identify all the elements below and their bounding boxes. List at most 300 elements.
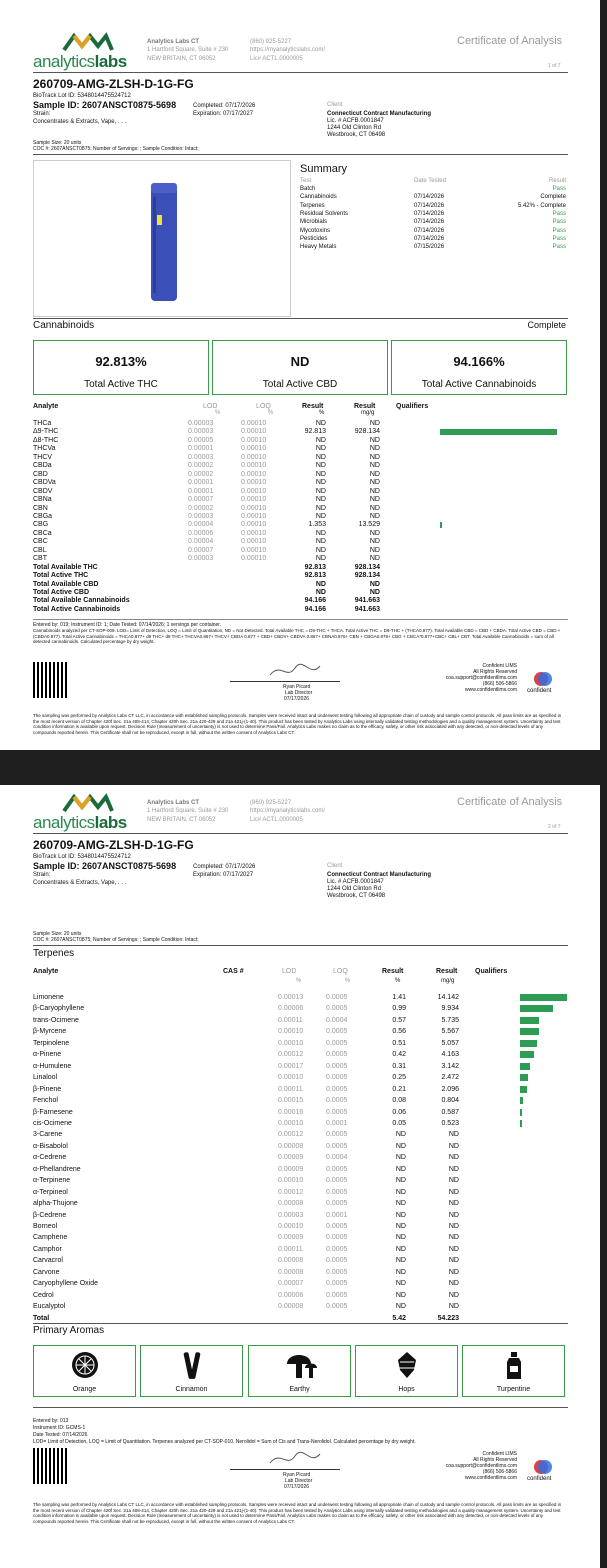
cannabinoids-title: Cannabinoids xyxy=(33,320,95,331)
loq-value: 0.00010 xyxy=(241,538,267,546)
confident-info xyxy=(446,663,517,693)
result-pct: ND xyxy=(395,1280,406,1288)
lod-value: 0.00015 xyxy=(278,1097,304,1105)
table-row xyxy=(33,1003,568,1014)
loq-value: 0.0005 xyxy=(326,1165,348,1173)
result-mg: 4.163 xyxy=(441,1051,459,1059)
lab-address-2: NEW BRITAIN, CT 06052 xyxy=(147,817,216,823)
loq-value: 0.00010 xyxy=(241,445,267,453)
result-bar xyxy=(520,1120,522,1127)
qr-code-icon[interactable] xyxy=(33,662,69,698)
table-row xyxy=(33,1129,568,1140)
lod-value: 0.00006 xyxy=(188,529,214,537)
table-row xyxy=(33,1267,568,1278)
result-mg: ND xyxy=(369,529,380,537)
expiration-date: Expiration: 07/17/2027 xyxy=(193,872,254,878)
result-pct: 0.25 xyxy=(392,1074,406,1082)
analyte-name: α-Phellandrene xyxy=(33,1165,81,1173)
summary-header-date: Date Tested xyxy=(414,178,446,184)
loq-value: 0.0005 xyxy=(326,1131,348,1139)
lod-value: 0.00006 xyxy=(278,1291,304,1299)
table-row xyxy=(33,1290,568,1301)
col-result-mg: Result xyxy=(354,403,376,410)
confident-email[interactable]: coa.support@confidentlims.com xyxy=(445,675,517,681)
cannabinoid-units xyxy=(33,410,568,417)
result-mg: ND xyxy=(448,1154,459,1162)
header-divider xyxy=(33,833,568,834)
result-pct: ND xyxy=(395,1257,406,1265)
table-row xyxy=(33,513,568,522)
terpenes-title: Terpenes xyxy=(33,948,75,959)
result-mg: ND xyxy=(448,1280,459,1288)
result-bar xyxy=(440,429,557,435)
unit-result: % xyxy=(319,410,325,416)
lab-url[interactable]: https://myanalyticslabs.com/ xyxy=(250,808,326,814)
analyte-name: Linalool xyxy=(33,1074,58,1082)
summary-date: 07/14/2026 xyxy=(414,235,445,242)
table-row xyxy=(33,1301,568,1312)
total-mg: ND xyxy=(369,588,380,596)
analyte-name: CBCa xyxy=(33,529,52,537)
result-pct: ND xyxy=(315,470,326,478)
analyte-name: CBN xyxy=(33,504,48,512)
table-row xyxy=(33,488,568,497)
lod-value: 0.00008 xyxy=(278,1257,304,1265)
total-mg: 928.134 xyxy=(354,572,380,580)
cinnamon-icon xyxy=(177,1350,207,1380)
terpene-note-4: LOD= Limit of Detection, LOQ = Limit of Quantitation. Terpenes analyzed per CT-SOP-010. Nerolidol = Sum of Cis and Trans-Nerolidol. Calculated percentage by dry weight. xyxy=(33,1439,416,1445)
result-mg: 2.472 xyxy=(441,1074,459,1082)
analyte-name: THCVa xyxy=(33,445,56,453)
confident-email[interactable]: coa.support@confidentlims.com xyxy=(445,1463,517,1469)
summary-test: Heavy Metals xyxy=(300,244,337,251)
loq-value: 0.00010 xyxy=(241,428,267,436)
summary-header-test: Test xyxy=(300,178,312,184)
client-license: Lic. # ACFB.0001847 xyxy=(327,879,384,885)
lod-value: 0.00008 xyxy=(278,1268,304,1276)
loq-value: 0.0004 xyxy=(326,1154,348,1162)
result-mg: ND xyxy=(448,1303,459,1311)
result-mg: 3.142 xyxy=(441,1062,459,1070)
total-thc-box xyxy=(33,340,209,395)
analyte-name: β-Cedrene xyxy=(33,1211,67,1219)
loq-value: 0.0005 xyxy=(326,1074,348,1082)
disclaimer-2: The sampling was performed by Analytics Labs CT LLC, in accordance with established sampling protocols. Samples were received intact and underwent testing following all appropriate chain of custody and sample control protocols. All pass limits are as specified in the most recent version of Chapter 420f Sec. 21a 408-414, Chapter 420h Sec. 21a 420-429 and 21a 421j-(1-40). This product has been tested by Analytics Labs using internally validated testing methodologies and a quality management system. Uncertainty and test condition information is available upon request. Decision Rule (measurement of uncertainty) is not used to determine Pass/Fail. Analytics Labs makes no claim as to the efficacy, safety, or other risk associated with any detected, or non-detected levels of any compounds reported herein. This Certificate shall not be reproduced, except in full, without the written consent of Analytics Labs CT. xyxy=(33,1502,562,1524)
analyte-name: trans-Ocimene xyxy=(33,1016,79,1024)
header-divider xyxy=(33,72,568,73)
col-result: Result xyxy=(302,403,324,410)
logo-text: analyticslabs xyxy=(33,52,127,71)
aroma-cinnamon xyxy=(140,1345,243,1397)
lod-value: 0.00011 xyxy=(278,1085,303,1093)
loq-value: 0.0005 xyxy=(326,994,348,1001)
result-mg: ND xyxy=(448,1131,459,1139)
matrix: Concentrates & Extracts, Vape, . . . xyxy=(33,880,127,886)
summary-date: 07/14/2026 xyxy=(414,227,445,234)
mushroom-icon xyxy=(285,1350,319,1380)
result-mg: 5.057 xyxy=(441,1039,459,1047)
table-row xyxy=(33,1049,568,1060)
loq-value: 0.0005 xyxy=(326,1108,348,1116)
loq-value: 0.0005 xyxy=(326,1234,348,1242)
vape-pen-icon xyxy=(144,179,184,303)
signature-icon xyxy=(265,1448,325,1470)
signer-role: Lab Director xyxy=(285,1478,313,1484)
confident-line-2: All Rights Reserved xyxy=(473,669,517,675)
lab-license: Lic# ACTL.0000005 xyxy=(250,56,303,62)
total-row xyxy=(33,1313,568,1324)
loq-value: 0.0005 xyxy=(326,1177,348,1185)
summary-result: Pass xyxy=(552,219,566,226)
analyte-name: α-Humulene xyxy=(33,1062,72,1070)
client-address-2: Westbrook, CT 06498 xyxy=(327,893,386,899)
completed-date: Completed: 07/17/2026 xyxy=(193,103,256,109)
unit-result-mg: mg/g xyxy=(361,410,375,416)
aroma-hops xyxy=(355,1345,458,1397)
result-pct: 0.56 xyxy=(392,1028,406,1036)
lod-value: 0.00012 xyxy=(278,1051,304,1059)
result-pct: 0.08 xyxy=(392,1097,406,1105)
sample-size: Sample Size: 20 units xyxy=(33,931,82,937)
summary-result: Pass xyxy=(552,186,566,192)
result-mg: ND xyxy=(448,1257,459,1265)
result-pct: ND xyxy=(315,453,326,461)
table-row xyxy=(33,1107,568,1118)
summary-date: 07/14/2026 xyxy=(414,219,445,226)
lod-value: 0.00009 xyxy=(278,1154,304,1162)
table-row xyxy=(33,1072,568,1083)
notes-divider xyxy=(33,1407,568,1408)
lod-value: 0.00016 xyxy=(278,1108,304,1116)
lod-value: 0.00010 xyxy=(278,1223,304,1230)
loq-value: 0.00010 xyxy=(241,504,267,512)
loq-value: 0.00010 xyxy=(241,512,267,520)
product-image xyxy=(33,160,291,317)
total-pct: 92.813 xyxy=(304,572,326,580)
result-pct: ND xyxy=(315,512,326,520)
total-thc-value: 92.813% xyxy=(95,354,147,369)
col-qualifiers: Qualifiers xyxy=(475,968,508,975)
strain: Strain: xyxy=(33,111,51,117)
terpene-header xyxy=(33,968,568,977)
result-pct: 92.813 xyxy=(304,428,326,436)
analyte-name: CBDV xyxy=(33,487,53,495)
page-number: 2 of 7 xyxy=(548,824,561,830)
summary-result: Pass xyxy=(552,210,566,217)
confident-brand: confident xyxy=(527,1476,552,1482)
result-pct: 1.353 xyxy=(308,521,326,529)
result-mg: ND xyxy=(369,445,380,453)
summary-date: 07/15/2026 xyxy=(414,244,445,251)
signature-icon xyxy=(265,660,325,682)
result-pct: ND xyxy=(315,479,326,487)
result-pct: ND xyxy=(315,538,326,546)
result-pct: ND xyxy=(395,1165,406,1173)
result-pct: ND xyxy=(395,1291,406,1299)
lod-value: 0.00004 xyxy=(188,538,214,546)
loq-value: 0.0005 xyxy=(326,1005,348,1013)
lod-value: 0.00003 xyxy=(188,453,214,461)
biotrack-id: BioTrack Lot ID: 5348014475524712 xyxy=(33,93,131,99)
total-pct: ND xyxy=(315,588,326,596)
qr-code-icon[interactable] xyxy=(33,1448,69,1484)
summary-header-result: Result xyxy=(548,178,566,184)
client-address-1: 1244 Old Clinton Rd xyxy=(327,125,382,131)
loq-value: 0.0005 xyxy=(326,1142,348,1150)
analyte-name: α-Cedrene xyxy=(33,1154,67,1162)
lab-url[interactable]: https://myanalyticslabs.com/ xyxy=(250,47,326,53)
total-name: Total Active Cannabinoids xyxy=(33,605,121,613)
total-row xyxy=(33,606,568,615)
table-row xyxy=(33,1015,568,1026)
client-address-1: 1244 Old Clinton Rd xyxy=(327,886,382,892)
cannabinoids-status: Complete xyxy=(527,320,566,330)
total-cannabinoids-value: 94.166% xyxy=(453,354,505,369)
total-name: Total Available THC xyxy=(33,564,98,571)
analyte-name: CBGa xyxy=(33,512,53,520)
lod-value: 0.00010 xyxy=(278,1028,304,1036)
table-row xyxy=(33,1232,568,1243)
sample-size: Sample Size: 20 units xyxy=(33,140,82,146)
aroma-label: Earthy xyxy=(289,1386,310,1393)
sample-id: Sample ID: 2607ANSCT0875-5698 xyxy=(33,861,177,871)
analyte-name: β-Farnesene xyxy=(33,1108,73,1116)
total-mg: 54.223 xyxy=(437,1314,459,1322)
lod-value: 0.00008 xyxy=(278,1303,304,1311)
analyte-name: THCa xyxy=(33,420,52,427)
aromas-title: Primary Aromas xyxy=(33,1325,105,1336)
total-pct: 5.42 xyxy=(392,1314,406,1322)
loq-value: 0.00010 xyxy=(241,521,267,529)
lod-value: 0.00017 xyxy=(278,1062,304,1070)
matrix: Concentrates & Extracts, Vape, . . . xyxy=(33,119,127,125)
aroma-label: Turpentine xyxy=(496,1386,531,1393)
result-bar xyxy=(520,1074,528,1081)
result-bar xyxy=(520,1005,553,1012)
loq-value: 0.00010 xyxy=(241,462,267,470)
table-row xyxy=(33,1061,568,1072)
result-mg: ND xyxy=(369,487,380,495)
aroma-label: Hops xyxy=(398,1386,415,1393)
result-bar xyxy=(520,1040,537,1047)
loq-value: 0.00010 xyxy=(241,453,267,461)
result-mg: ND xyxy=(369,420,380,427)
result-mg: 13.529 xyxy=(358,521,380,529)
analyte-name: Δ9-THC xyxy=(33,428,59,436)
hops-icon xyxy=(392,1350,422,1380)
analyte-name: α-Pinene xyxy=(33,1051,62,1059)
table-row xyxy=(33,471,568,480)
loq-value: 0.00010 xyxy=(241,555,267,563)
terpene-note-3: Date Tested: 07/14/2026 xyxy=(33,1432,88,1438)
col-analyte: Analyte xyxy=(33,968,59,975)
logo-icon xyxy=(62,32,114,52)
result-pct: 0.57 xyxy=(392,1016,406,1024)
lab-phone: (860) 925-5227 xyxy=(250,39,292,45)
aroma-label: Orange xyxy=(72,1386,97,1393)
col-analyte: Analyte xyxy=(33,403,59,410)
lab-address-1: 1 Hartford Square, Suite # 230 xyxy=(147,808,229,814)
result-pct: 0.05 xyxy=(392,1119,406,1127)
lod-value: 0.00007 xyxy=(278,1280,304,1288)
result-bar xyxy=(520,1063,530,1070)
loq-value: 0.0005 xyxy=(326,1257,348,1265)
summary-result: Pass xyxy=(552,227,566,234)
confident-url[interactable]: www.confidentlims.com xyxy=(465,1475,517,1481)
aroma-orange xyxy=(33,1345,136,1397)
result-mg: ND xyxy=(448,1188,459,1196)
confident-brand: confident xyxy=(527,688,552,694)
disclaimer-1: The sampling was performed by Analytics Labs CT LLC, in accordance with established sampling protocols. Samples were received intact and underwent testing following all appropriate chain of custody and sample control protocols. All pass limits are as specified in the most recent version of Chapter 420f Sec. 21a 408-414, Chapter 420h Sec. 21a 420-429 and 21a 421j-(1-40). This product has been tested by Analytics Labs using internally validated testing methodologies and a quality management system. Uncertainty and test condition information is available upon request. Decision Rule (measurement of uncertainty) is not used to determine Pass/Fail. Analytics Labs makes no claim as to the efficacy, safety, or other risk associated with any detected, or non-detected levels of any compounds reported herein. This Certificate shall not be reproduced, except in full, without the written consent of Analytics Labs CT. xyxy=(33,713,562,735)
total-cbd-label: Total Active CBD xyxy=(262,379,338,390)
result-bar xyxy=(520,1028,539,1035)
table-row xyxy=(33,555,568,564)
lod-value: 0.00009 xyxy=(278,1165,304,1173)
lod-value: 0.00009 xyxy=(278,1234,304,1242)
table-row xyxy=(33,496,568,505)
lod-value: 0.00003 xyxy=(188,420,214,427)
loq-value: 0.0005 xyxy=(326,1291,348,1299)
lod-value: 0.00002 xyxy=(188,504,214,512)
coc-line: COC #: 2607ANSCT0875; Number of Servings: ; Sample Condition: Intact; xyxy=(33,146,199,152)
logo-icon xyxy=(62,793,114,813)
result-mg: ND xyxy=(448,1268,459,1276)
result-pct: ND xyxy=(315,462,326,470)
analyte-name: CBNa xyxy=(33,496,52,504)
cannabinoid-divider xyxy=(33,318,568,319)
analyte-name: CBG xyxy=(33,521,49,529)
result-bar xyxy=(520,1109,522,1116)
lod-value: 0.00012 xyxy=(278,1131,304,1139)
total-mg: 941.663 xyxy=(354,597,380,605)
lod-value: 0.00007 xyxy=(188,496,214,504)
table-row xyxy=(33,1175,568,1186)
lod-value: 0.00008 xyxy=(278,1142,304,1150)
total-mg: 928.134 xyxy=(354,564,380,571)
result-mg: ND xyxy=(369,453,380,461)
loq-value: 0.0005 xyxy=(326,1280,348,1288)
unit-lod: % xyxy=(215,410,221,416)
lod-value: 0.00008 xyxy=(278,1200,304,1208)
table-row xyxy=(33,1084,568,1095)
total-cbd-value: ND xyxy=(290,354,310,369)
lab-address-2: NEW BRITAIN, CT 06052 xyxy=(147,56,216,62)
total-name: Total Active THC xyxy=(33,572,89,580)
signature-line xyxy=(230,681,340,682)
confident-url[interactable]: www.confidentlims.com xyxy=(465,687,517,693)
loq-value: 0.0001 xyxy=(326,1119,348,1127)
table-row xyxy=(33,505,568,514)
client-name: Connecticut Contract Manufacturing xyxy=(327,111,432,117)
lod-value: 0.00013 xyxy=(278,994,304,1001)
result-pct: ND xyxy=(395,1303,406,1311)
result-pct: ND xyxy=(315,504,326,512)
notes-divider xyxy=(33,619,568,620)
lod-value: 0.00003 xyxy=(188,428,214,436)
analyte-name: cis-Ocimene xyxy=(33,1119,72,1127)
lod-value: 0.00003 xyxy=(188,512,214,520)
result-pct: ND xyxy=(395,1245,406,1253)
lod-value: 0.00011 xyxy=(278,1245,303,1253)
turpentine-bottle-icon xyxy=(499,1350,529,1380)
total-row xyxy=(33,572,568,581)
total-pct: 92.813 xyxy=(304,564,326,571)
signature-line xyxy=(230,1469,340,1470)
result-pct: 0.31 xyxy=(392,1062,406,1070)
result-mg: ND xyxy=(369,496,380,504)
table-row xyxy=(33,547,568,556)
table-row xyxy=(33,420,568,429)
loq-value: 0.0005 xyxy=(326,1188,348,1196)
lab-name: Analytics Labs CT xyxy=(147,800,200,806)
loq-value: 0.0001 xyxy=(326,1211,348,1219)
result-pct: ND xyxy=(315,496,326,504)
terpene-units xyxy=(33,978,568,985)
result-bar xyxy=(520,1017,539,1024)
coc-line: COC #: 2607ANSCT0875; Number of Servings: ; Sample Condition: Intact; xyxy=(33,937,199,943)
signoff-date: 07/17/2026 xyxy=(284,696,310,702)
table-row xyxy=(33,445,568,454)
sample-divider xyxy=(33,154,568,155)
loq-value: 0.00010 xyxy=(241,436,267,444)
result-pct: ND xyxy=(315,546,326,554)
lab-address-1: 1 Hartford Square, Suite # 230 xyxy=(147,47,229,53)
loq-value: 0.00010 xyxy=(241,496,267,504)
cannabinoid-note-1: Entered by: 019; Instrument ID: 1; Date Tested: 07/14/2026; 1 servings per container. xyxy=(33,622,222,628)
table-row xyxy=(33,1152,568,1163)
table-row xyxy=(33,538,568,547)
total-row xyxy=(33,564,568,573)
result-pct: ND xyxy=(395,1177,406,1185)
total-pct: ND xyxy=(315,580,326,588)
client-label: Client xyxy=(327,863,343,869)
biotrack-id: BioTrack Lot ID: 5348014475524712 xyxy=(33,854,131,860)
summary-result: Pass xyxy=(552,244,566,251)
result-pct: 0.06 xyxy=(392,1108,406,1116)
total-thc-label: Total Active THC xyxy=(84,379,158,390)
result-bar xyxy=(520,1051,534,1058)
result-mg: 0.587 xyxy=(441,1108,459,1116)
analyte-name: CBDVa xyxy=(33,479,56,487)
result-pct: ND xyxy=(395,1234,406,1242)
result-pct: 0.21 xyxy=(392,1085,406,1093)
total-pct: 94.166 xyxy=(304,597,326,605)
strain: Strain: xyxy=(33,872,51,878)
table-row xyxy=(33,437,568,446)
unit-result-mg: mg/g xyxy=(441,978,455,984)
loq-value: 0.00010 xyxy=(241,479,267,487)
loq-value: 0.0005 xyxy=(326,1039,348,1047)
loq-value: 0.0005 xyxy=(326,1303,348,1311)
lod-value: 0.00001 xyxy=(188,487,214,495)
confident-logo-icon xyxy=(533,670,553,688)
result-pct: 1.41 xyxy=(392,994,406,1001)
unit-lod: % xyxy=(296,978,302,984)
result-mg: ND xyxy=(448,1142,459,1150)
table-row xyxy=(33,1221,568,1232)
table-row xyxy=(33,1164,568,1175)
doc-title: Certificate of Analysis xyxy=(457,796,563,808)
summary-test: Batch xyxy=(300,186,316,192)
result-mg: 14.142 xyxy=(437,994,459,1001)
analyte-name: Carvacrol xyxy=(33,1257,63,1265)
lod-value: 0.00012 xyxy=(278,1188,304,1196)
analyte-name: β-Pinene xyxy=(33,1085,62,1093)
doc-title: Certificate of Analysis xyxy=(457,35,563,47)
col-loq: LOQ xyxy=(256,403,271,410)
unit-result: % xyxy=(395,978,401,984)
table-row xyxy=(33,1026,568,1037)
